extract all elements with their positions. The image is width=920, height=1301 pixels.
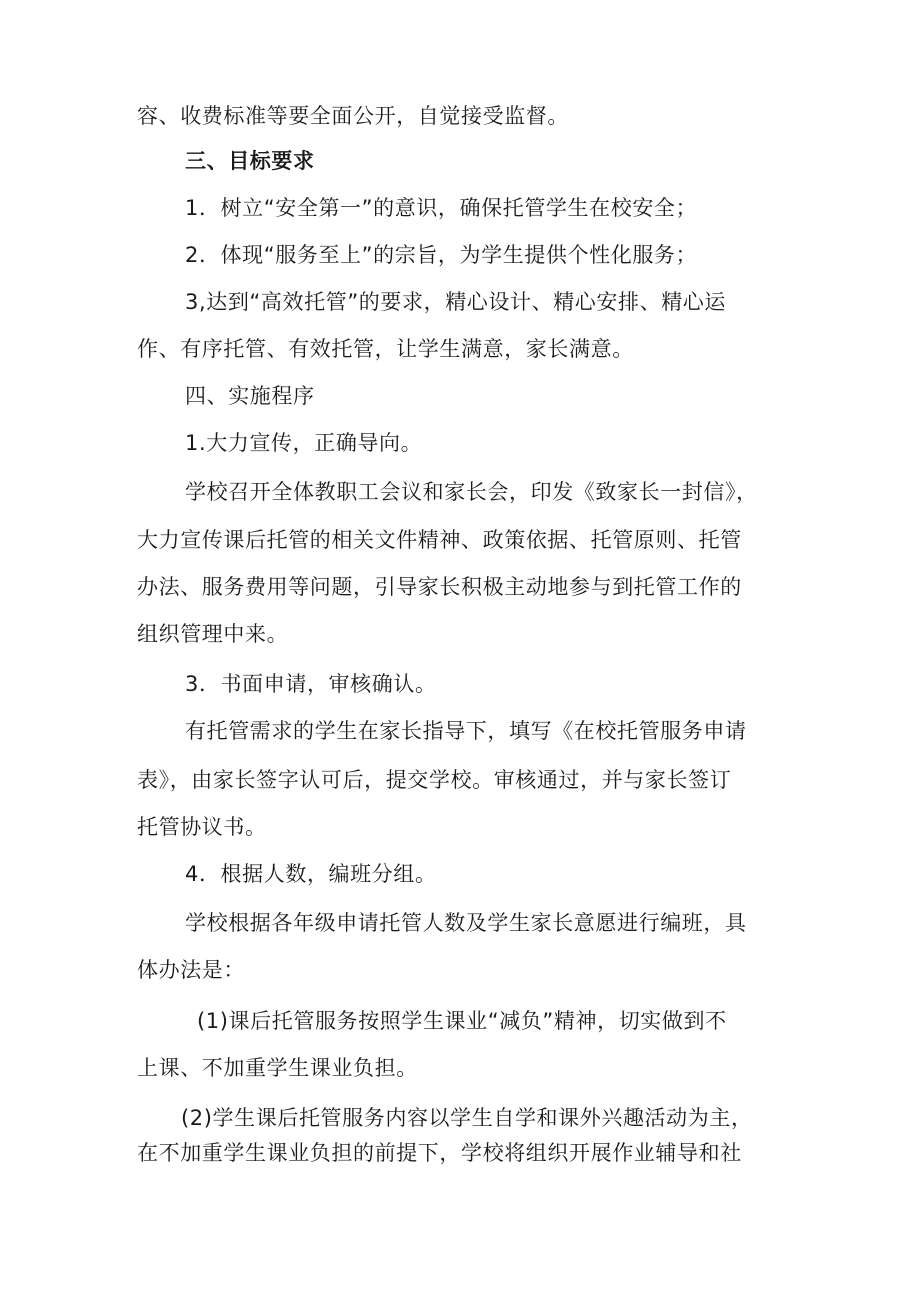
- paragraph-line: 容、收费标准等要全面公开，自觉接受监督。: [137, 104, 569, 128]
- list-item: (1)课后托管服务按照学生课业“减负”精神，切实做到不: [197, 1009, 727, 1033]
- list-item: 1．树立“安全第一”的意识，确保托管学生在校安全；: [185, 196, 698, 220]
- paragraph-line: 在不加重学生课业负担的前提下，学校将组织开展作业辅导和社: [137, 1141, 742, 1165]
- paragraph-line: 大力宣传课后托管的相关文件精神、政策依据、托管原则、托管: [137, 528, 742, 552]
- list-item: 2．体现“服务至上”的宗旨，为学生提供个性化服务；: [185, 243, 698, 267]
- subheading: 3．书面申请，审核确认。: [185, 672, 437, 696]
- paragraph-line: 作、有序托管、有效托管，让学生满意，家长满意。: [137, 337, 634, 361]
- list-item: (2)学生课后托管服务内容以学生自学和课外兴趣活动为主，: [181, 1106, 753, 1130]
- paragraph-line: 学校根据各年级申请托管人数及学生家长意愿进行编班，具: [185, 911, 747, 935]
- paragraph-line: 表》，由家长签字认可后，提交学校。审核通过，并与家长签订: [137, 768, 732, 792]
- paragraph-line: 办法、服务费用等问题，引导家长积极主动地参与到托管工作的: [137, 575, 742, 599]
- paragraph-line: 上课、不加重学生课业负担。: [137, 1056, 418, 1080]
- paragraph-line: 有托管需求的学生在家长指导下，填写《在校托管服务申请: [185, 719, 747, 743]
- list-item: 3,达到“高效托管”的要求，精心设计、精心安排、精心运: [185, 290, 726, 314]
- paragraph-line: 体办法是：: [137, 958, 245, 982]
- subheading: 4．根据人数，编班分组。: [185, 862, 437, 886]
- section-heading: 三、目标要求: [185, 149, 315, 173]
- subheading: 1.大力宣传，正确导向。: [185, 431, 423, 455]
- paragraph-line: 组织管理中来。: [137, 622, 289, 646]
- paragraph-line: 学校召开全体教职工会议和家长会，印发《致家长一封信》，: [185, 480, 758, 504]
- paragraph-line: 托管协议书。: [137, 815, 267, 839]
- section-heading: 四、实施程序: [185, 384, 315, 408]
